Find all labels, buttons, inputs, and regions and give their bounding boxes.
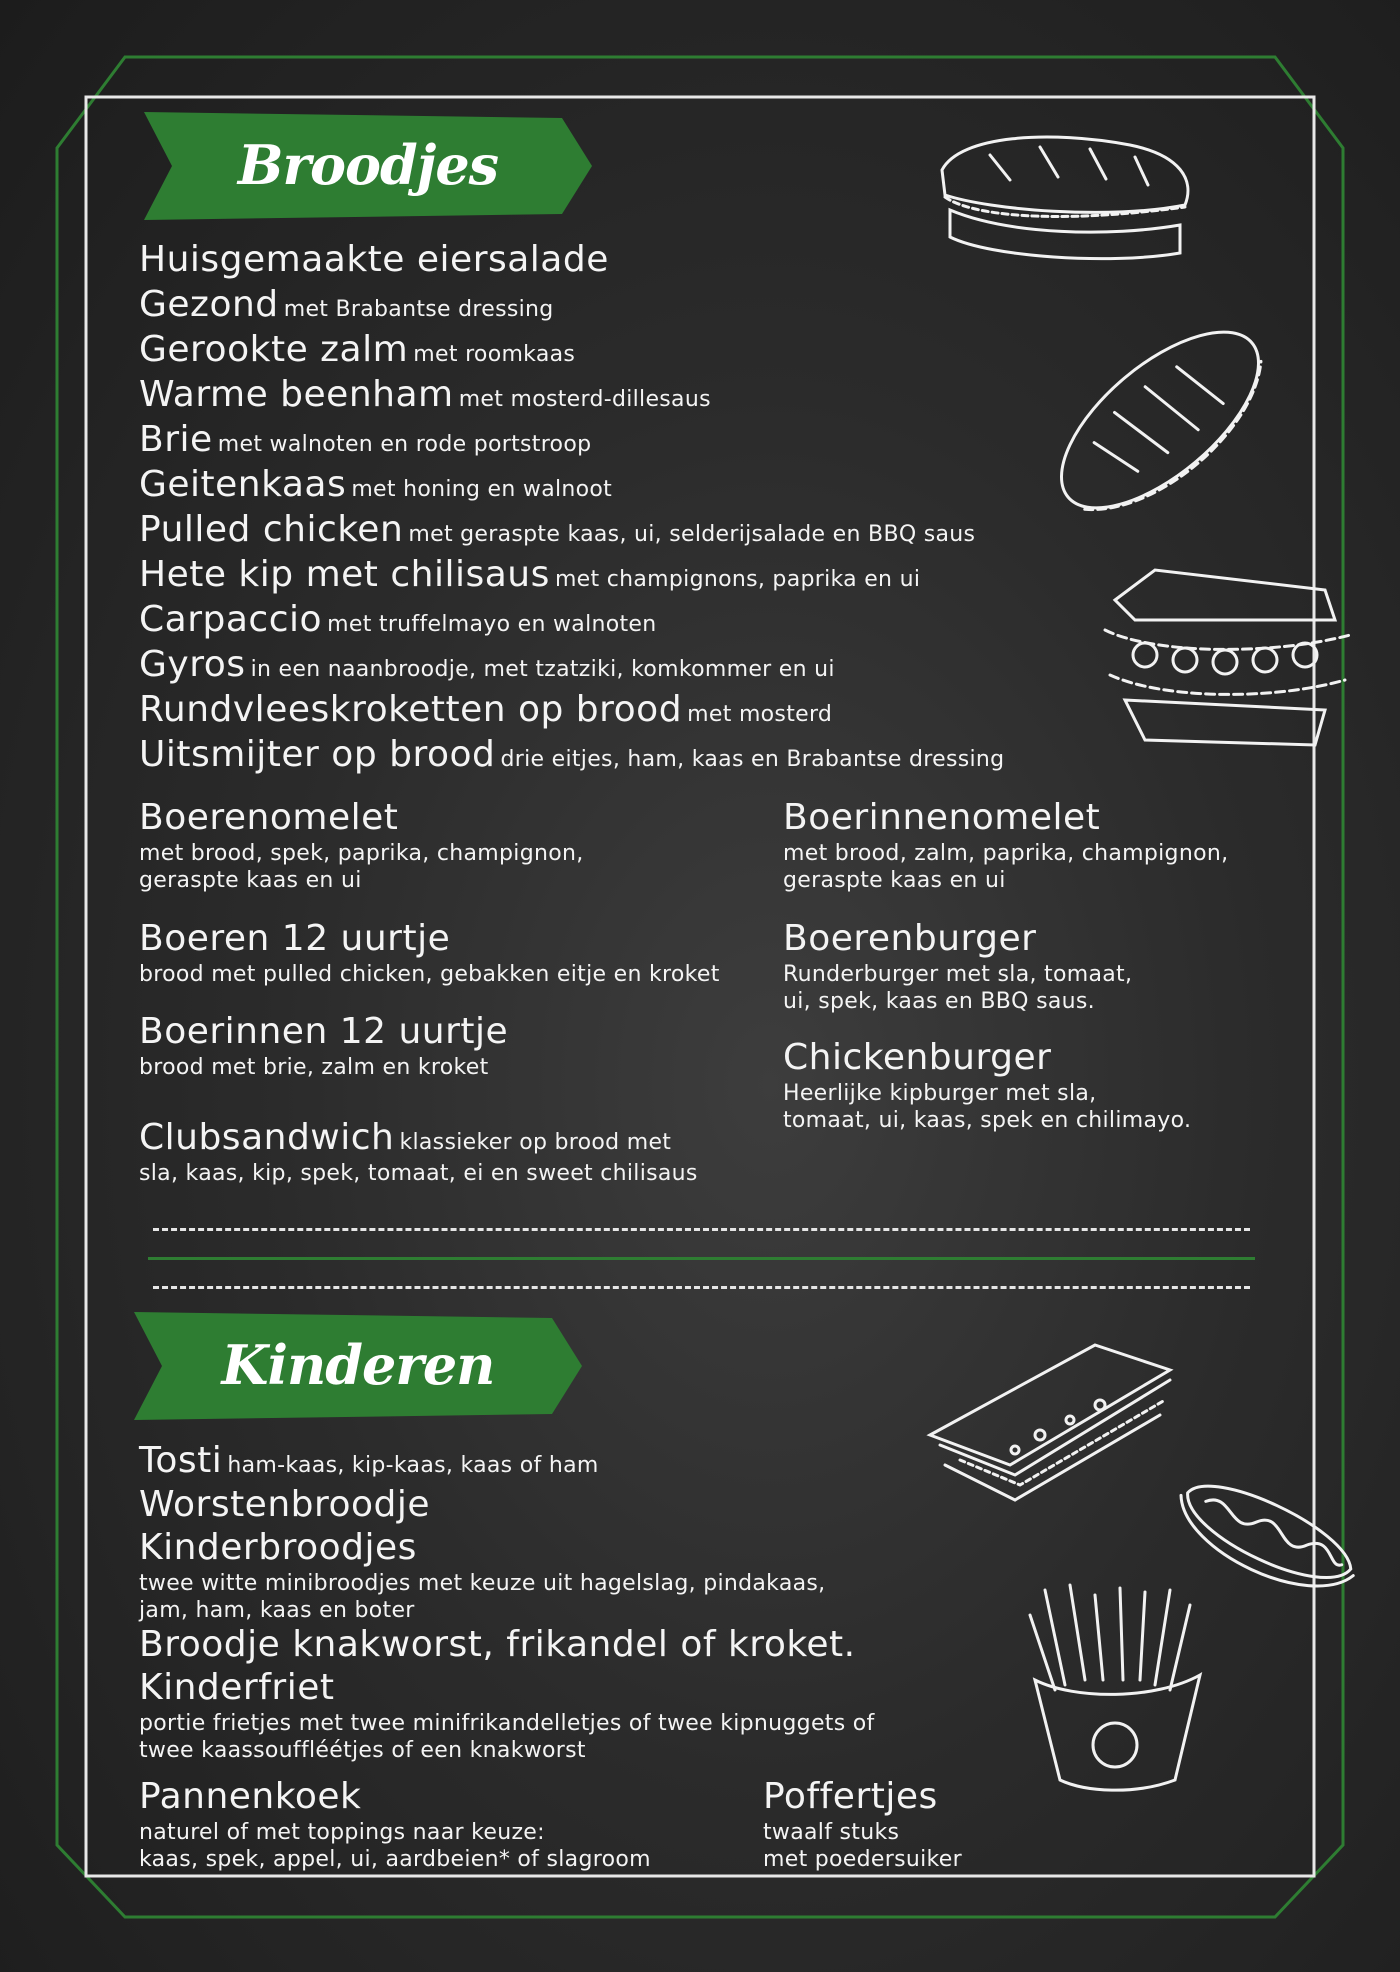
item-desc-line: twee witte minibroodjes met keuze uit hagelslag, pindakaas,	[139, 1571, 826, 1596]
item-name: Chickenburger	[783, 1037, 1052, 1078]
item-desc: met roomkaas	[413, 342, 576, 367]
toasted-sandwich-icon	[920, 1325, 1180, 1505]
item-desc: met mosterd-dillesaus	[458, 387, 711, 412]
item-desc-line: jam, ham, kaas en boter	[139, 1598, 415, 1623]
menu-item	[139, 599, 657, 640]
menu-item	[139, 1667, 875, 1764]
item-name: Brie	[139, 419, 213, 460]
item-desc: met geraspte kaas, ui, selderijsalade en BBQ saus	[408, 522, 976, 547]
item-desc: met walnoten en rode portstroop	[217, 432, 592, 457]
section-title-broodjes: Broodjes	[237, 133, 499, 197]
menu-item	[139, 734, 1005, 775]
item-desc: in een naanbroodje, met tzatziki, komkommer en ui	[250, 657, 835, 682]
item-desc-line: twaalf stuks	[763, 1820, 900, 1845]
item-name: Boeren 12 uurtje	[139, 918, 451, 959]
item-desc-line: portie frietjes met twee minifrikandelletjes of twee kipnuggets of	[139, 1711, 875, 1736]
menu-item	[139, 509, 976, 550]
menu-item	[139, 284, 554, 325]
item-name: Warme beenham	[139, 374, 454, 415]
dashed-divider	[153, 1286, 1250, 1289]
item-name: Geitenkaas	[139, 464, 347, 505]
menu-item	[139, 1527, 826, 1624]
special-item	[783, 797, 1229, 894]
item-desc-line: geraspte kaas en ui	[783, 868, 1006, 893]
menu-item	[139, 374, 711, 415]
menu-item	[139, 554, 921, 595]
french-fries-icon	[1015, 1580, 1215, 1795]
item-desc: met mosterd	[687, 702, 833, 727]
item-name: Rundvleeskroketten op brood	[139, 689, 683, 730]
dashed-divider	[153, 1228, 1250, 1231]
item-name: Tosti	[139, 1440, 223, 1481]
item-desc-line: ui, spek, kaas en BBQ saus.	[783, 989, 1095, 1014]
item-desc: met Brabantse dressing	[283, 297, 554, 322]
special-item	[139, 918, 720, 988]
item-name: Kinderfriet	[139, 1667, 335, 1708]
menu-item	[139, 1624, 856, 1665]
menu-item	[139, 419, 592, 460]
item-desc-line: sla, kaas, kip, spek, tomaat, ei en sweet chilisaus	[139, 1161, 698, 1186]
item-name: Boerenburger	[783, 918, 1037, 959]
special-item	[783, 1037, 1192, 1134]
menu-item	[139, 239, 609, 280]
special-item	[139, 1117, 698, 1187]
item-desc-line: met brood, zalm, paprika, champignon,	[783, 841, 1229, 866]
item-desc-line: met poedersuiker	[763, 1847, 962, 1872]
item-name: Pulled chicken	[139, 509, 404, 550]
club-sandwich-icon	[1075, 560, 1360, 760]
item-desc: met honing en walnoot	[351, 477, 613, 502]
item-name: Uitsmijter op brood	[139, 734, 496, 775]
menu-item	[139, 329, 576, 370]
item-name: Boerinnen 12 uurtje	[139, 1011, 509, 1052]
baguette-sandwich-icon	[930, 125, 1200, 285]
menu-item	[763, 1776, 962, 1873]
menu-item	[139, 1440, 599, 1481]
menu-item	[139, 1484, 431, 1525]
sub-sandwich-icon	[1035, 290, 1285, 550]
item-desc-line: Runderburger met sla, tomaat,	[783, 962, 1133, 987]
item-desc-line: brood met brie, zalm en kroket	[139, 1055, 489, 1080]
item-desc-line: met brood, spek, paprika, champignon,	[139, 841, 584, 866]
item-desc-line: twee kaassouffléétjes of een knakworst	[139, 1738, 586, 1763]
item-desc: met champignons, paprika en ui	[554, 567, 921, 592]
item-desc: ham-kaas, kip-kaas, kaas of ham	[227, 1453, 599, 1478]
item-name: Kinderbroodjes	[139, 1527, 417, 1568]
item-desc-line: tomaat, ui, kaas, spek en chilimayo.	[783, 1108, 1192, 1133]
kinderen-banner	[132, 1310, 584, 1420]
item-name: Worstenbroodje	[139, 1484, 431, 1525]
item-desc: klassieker op brood met	[399, 1130, 672, 1155]
item-desc-line: kaas, spek, appel, ui, aardbeien* of slagroom	[139, 1847, 651, 1872]
broodjes-banner	[142, 110, 594, 220]
item-name: Gyros	[139, 644, 246, 685]
item-desc-line: Heerlijke kipburger met sla,	[783, 1081, 1097, 1106]
item-desc-line: geraspte kaas en ui	[139, 868, 362, 893]
section-title-kinderen: Kinderen	[221, 1333, 495, 1397]
menu-item	[139, 464, 613, 505]
item-desc-line: naturel of met toppings naar keuze:	[139, 1820, 545, 1845]
item-name: Broodje knakworst, frikandel of kroket.	[139, 1624, 856, 1665]
item-name: Gezond	[139, 284, 279, 325]
item-desc: drie eitjes, ham, kaas en Brabantse dressing	[500, 747, 1005, 772]
menu-item	[139, 1776, 651, 1873]
item-desc: met truffelmayo en walnoten	[327, 612, 657, 637]
item-name: Clubsandwich	[139, 1117, 395, 1158]
menu-item	[139, 689, 833, 730]
item-name: Gerookte zalm	[139, 329, 409, 370]
special-item	[783, 918, 1133, 1015]
menu-item	[139, 644, 835, 685]
green-divider	[148, 1257, 1255, 1260]
item-name: Carpaccio	[139, 599, 323, 640]
item-name: Hete kip met chilisaus	[139, 554, 550, 595]
special-item	[139, 1011, 509, 1081]
item-name: Huisgemaakte eiersalade	[139, 239, 609, 280]
item-name: Boerinnenomelet	[783, 797, 1101, 838]
item-name: Poffertjes	[763, 1776, 938, 1817]
item-name: Boerenomelet	[139, 797, 399, 838]
item-name: Pannenkoek	[139, 1776, 362, 1817]
special-item	[139, 797, 584, 894]
item-desc-line: brood met pulled chicken, gebakken eitje en kroket	[139, 962, 720, 987]
